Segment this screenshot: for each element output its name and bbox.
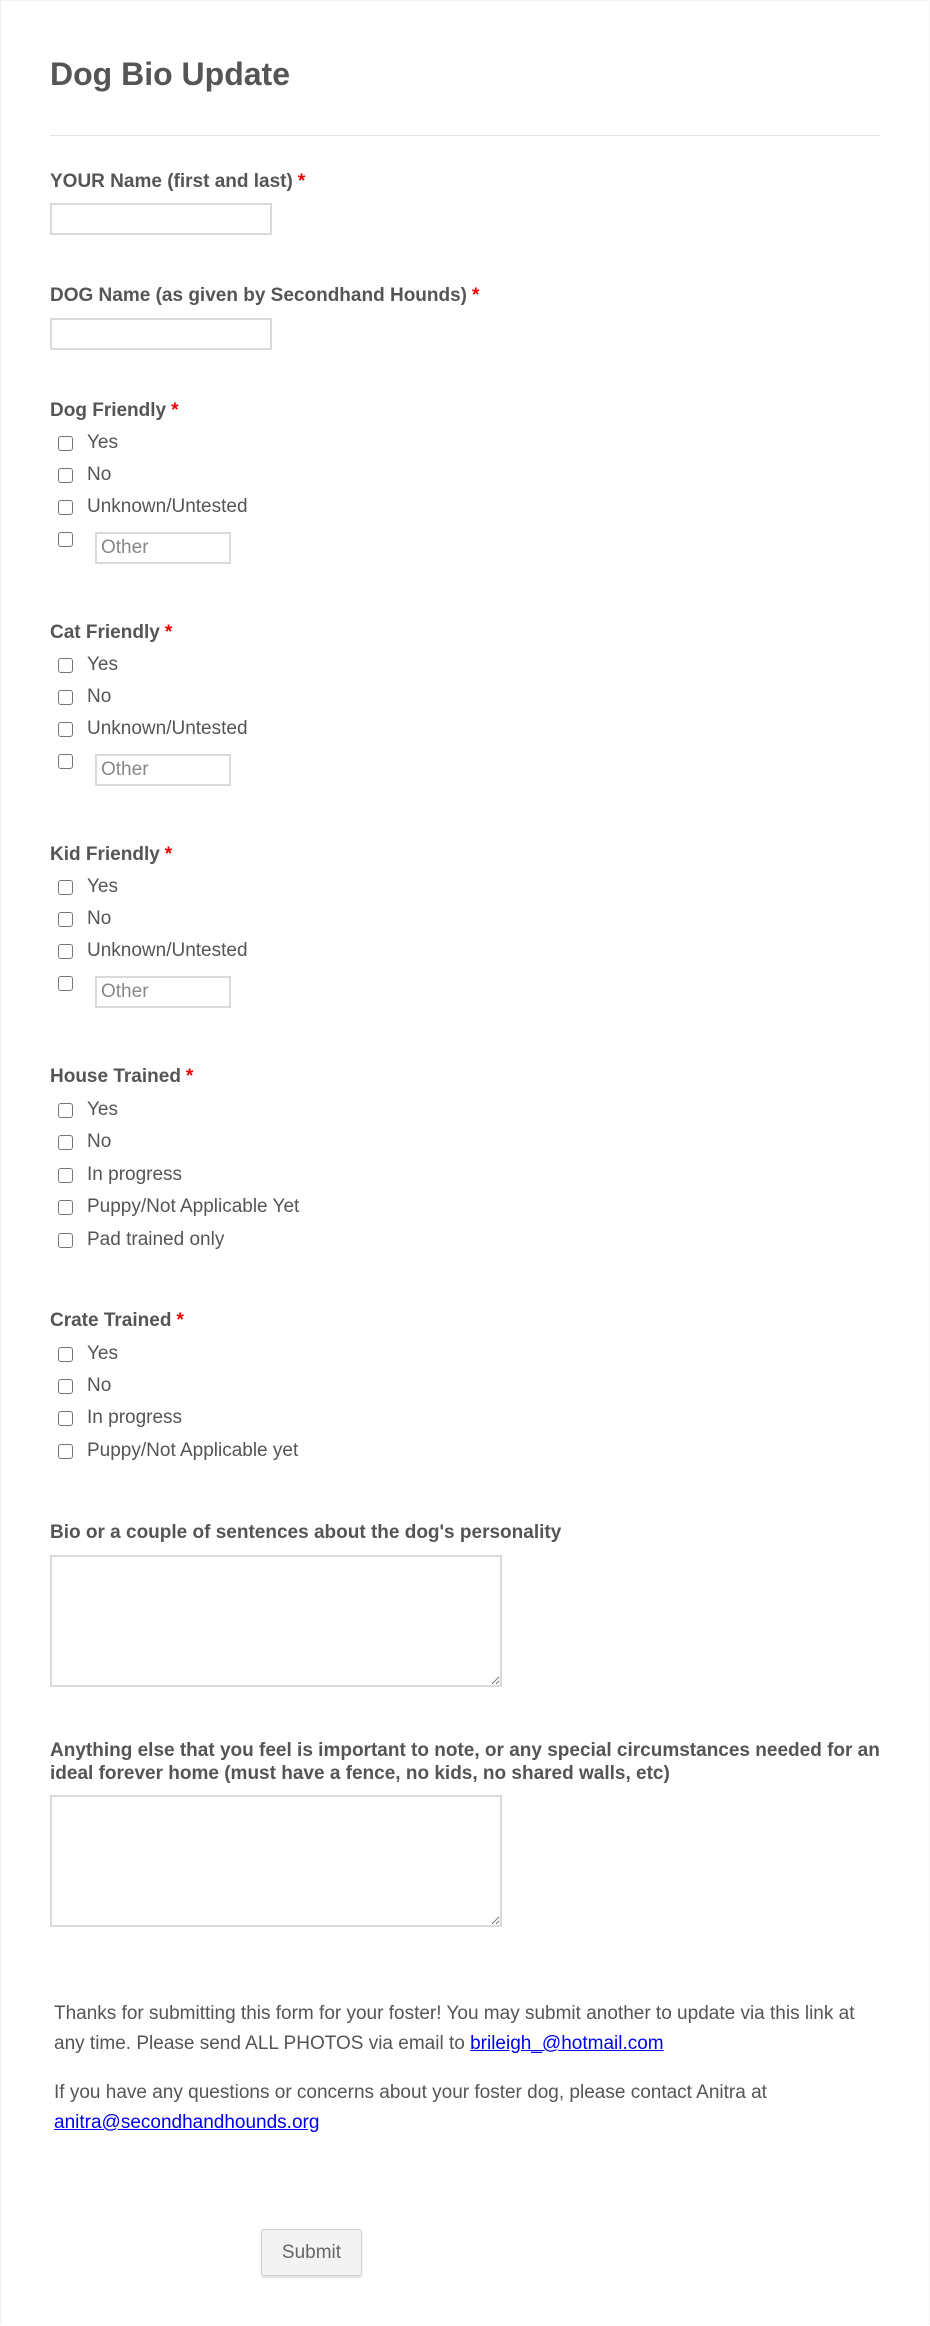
option-label: Unknown/Untested (87, 940, 248, 961)
cat-friendly-option-no[interactable] (58, 685, 111, 709)
checkbox[interactable] (58, 1168, 73, 1183)
house-trained-option-puppy[interactable] (58, 1195, 299, 1219)
option-label: Unknown/Untested (87, 496, 248, 517)
option-label: Yes (87, 654, 118, 675)
option-label: No (87, 1131, 112, 1152)
required-asterisk: * (472, 285, 480, 306)
your-name-label (50, 170, 305, 193)
checkbox[interactable] (58, 944, 73, 959)
your-name-input[interactable] (50, 203, 272, 235)
contact-paragraph (54, 2078, 874, 2138)
photos-email-link[interactable]: brileigh_@hotmail.com (470, 2033, 664, 2054)
checkbox[interactable] (58, 1135, 73, 1150)
title-divider (50, 135, 880, 136)
dog-name-input[interactable] (50, 318, 272, 350)
option-label: Puppy/Not Applicable yet (87, 1440, 299, 1461)
house-trained-label-text: House Trained (50, 1066, 181, 1087)
submit-button[interactable]: Submit (261, 2229, 362, 2276)
crate-trained-label (50, 1309, 184, 1332)
anything-else-textarea-wrapper (50, 1795, 502, 1927)
dog-friendly-option-unknown[interactable] (58, 495, 248, 519)
required-asterisk: * (176, 1310, 184, 1331)
checkbox[interactable] (58, 1411, 73, 1426)
required-asterisk: * (164, 622, 173, 643)
kid-friendly-other-input[interactable] (95, 976, 231, 1008)
option-label: Yes (87, 1343, 118, 1364)
checkbox[interactable] (58, 912, 73, 927)
kid-friendly-option-no[interactable] (58, 907, 111, 931)
dog-friendly-option-no[interactable] (58, 463, 111, 487)
checkbox[interactable] (58, 468, 73, 483)
cat-friendly-label (50, 621, 172, 644)
checkbox[interactable] (58, 880, 73, 895)
your-name-label-text: YOUR Name (first and last) (50, 171, 293, 192)
required-asterisk: * (185, 1066, 194, 1087)
house-trained-option-in-progress[interactable] (58, 1163, 182, 1187)
contact-email-link[interactable]: anitra@secondhandhounds.org (54, 2112, 320, 2133)
house-trained-option-yes[interactable] (58, 1098, 118, 1122)
contact-text: If you have any questions or concerns about your foster dog, please contact Anitra at (54, 2082, 767, 2103)
cat-friendly-other-checkbox[interactable] (58, 754, 73, 769)
option-label: No (87, 464, 112, 485)
option-label: Yes (87, 432, 118, 453)
cat-friendly-other-input[interactable] (95, 754, 231, 786)
dog-name-label (50, 284, 479, 307)
cat-friendly-option-yes[interactable] (58, 653, 118, 677)
crate-trained-label-text: Crate Trained (50, 1310, 172, 1331)
dog-friendly-label-text: Dog Friendly (50, 400, 167, 421)
option-label: Yes (87, 1099, 118, 1120)
option-label: No (87, 908, 112, 929)
checkbox[interactable] (58, 1200, 73, 1215)
house-trained-option-no[interactable] (58, 1130, 111, 1154)
dog-friendly-option-yes[interactable] (58, 431, 118, 455)
kid-friendly-label (50, 843, 172, 866)
option-label: Yes (87, 876, 118, 897)
option-label: In progress (87, 1407, 183, 1428)
dog-friendly-other-checkbox[interactable] (58, 532, 73, 547)
checkbox[interactable] (58, 1347, 73, 1362)
checkbox[interactable] (58, 1444, 73, 1459)
dog-friendly-other-input[interactable] (95, 532, 231, 564)
cat-friendly-option-unknown[interactable] (58, 717, 248, 741)
crate-trained-option-no[interactable] (58, 1374, 111, 1398)
dog-name-label-text: DOG Name (as given by Secondhand Hounds) (50, 285, 468, 306)
crate-trained-option-in-progress[interactable] (58, 1406, 182, 1430)
house-trained-label (50, 1065, 193, 1088)
bio-label: Bio or a couple of sentences about the dog's personality (50, 1522, 562, 1543)
cat-friendly-label-text: Cat Friendly (50, 622, 160, 643)
house-trained-option-pad[interactable] (58, 1228, 224, 1252)
required-asterisk: * (171, 400, 179, 421)
form-title: Dog Bio Update (50, 56, 290, 92)
option-label: In progress (87, 1164, 183, 1185)
checkbox[interactable] (58, 1379, 73, 1394)
kid-friendly-option-yes[interactable] (58, 875, 118, 899)
option-label: Pad trained only (87, 1229, 225, 1250)
option-label: Unknown/Untested (87, 718, 248, 739)
checkbox[interactable] (58, 436, 73, 451)
dog-friendly-label (50, 399, 179, 422)
checkbox[interactable] (58, 1233, 73, 1248)
thanks-text: Thanks for submitting this form for your foster! You may submit another to update via this link at any time. Please send ALL PHOTOS via email to (54, 2003, 855, 2054)
option-label: Puppy/Not Applicable Yet (87, 1196, 300, 1217)
checkbox[interactable] (58, 722, 73, 737)
option-label: No (87, 1375, 112, 1396)
crate-trained-option-yes[interactable] (58, 1342, 118, 1366)
bio-textarea-wrapper (50, 1555, 502, 1687)
anything-else-textarea[interactable] (50, 1795, 502, 1927)
checkbox[interactable] (58, 658, 73, 673)
checkbox[interactable] (58, 500, 73, 515)
kid-friendly-option-unknown[interactable] (58, 939, 248, 963)
thanks-paragraph (54, 1999, 874, 2059)
required-asterisk: * (164, 844, 173, 865)
option-label: No (87, 686, 112, 707)
kid-friendly-label-text: Kid Friendly (50, 844, 160, 865)
checkbox[interactable] (58, 1103, 73, 1118)
anything-else-label: Anything else that you feel is important to note, or any special circumstances needed for an ideal forever home (must have a fence, no kids, no shared walls, etc) (50, 1740, 880, 1784)
required-asterisk: * (297, 171, 306, 192)
kid-friendly-other-checkbox[interactable] (58, 976, 73, 991)
checkbox[interactable] (58, 690, 73, 705)
crate-trained-option-puppy[interactable] (58, 1439, 298, 1463)
bio-textarea[interactable] (50, 1555, 502, 1687)
